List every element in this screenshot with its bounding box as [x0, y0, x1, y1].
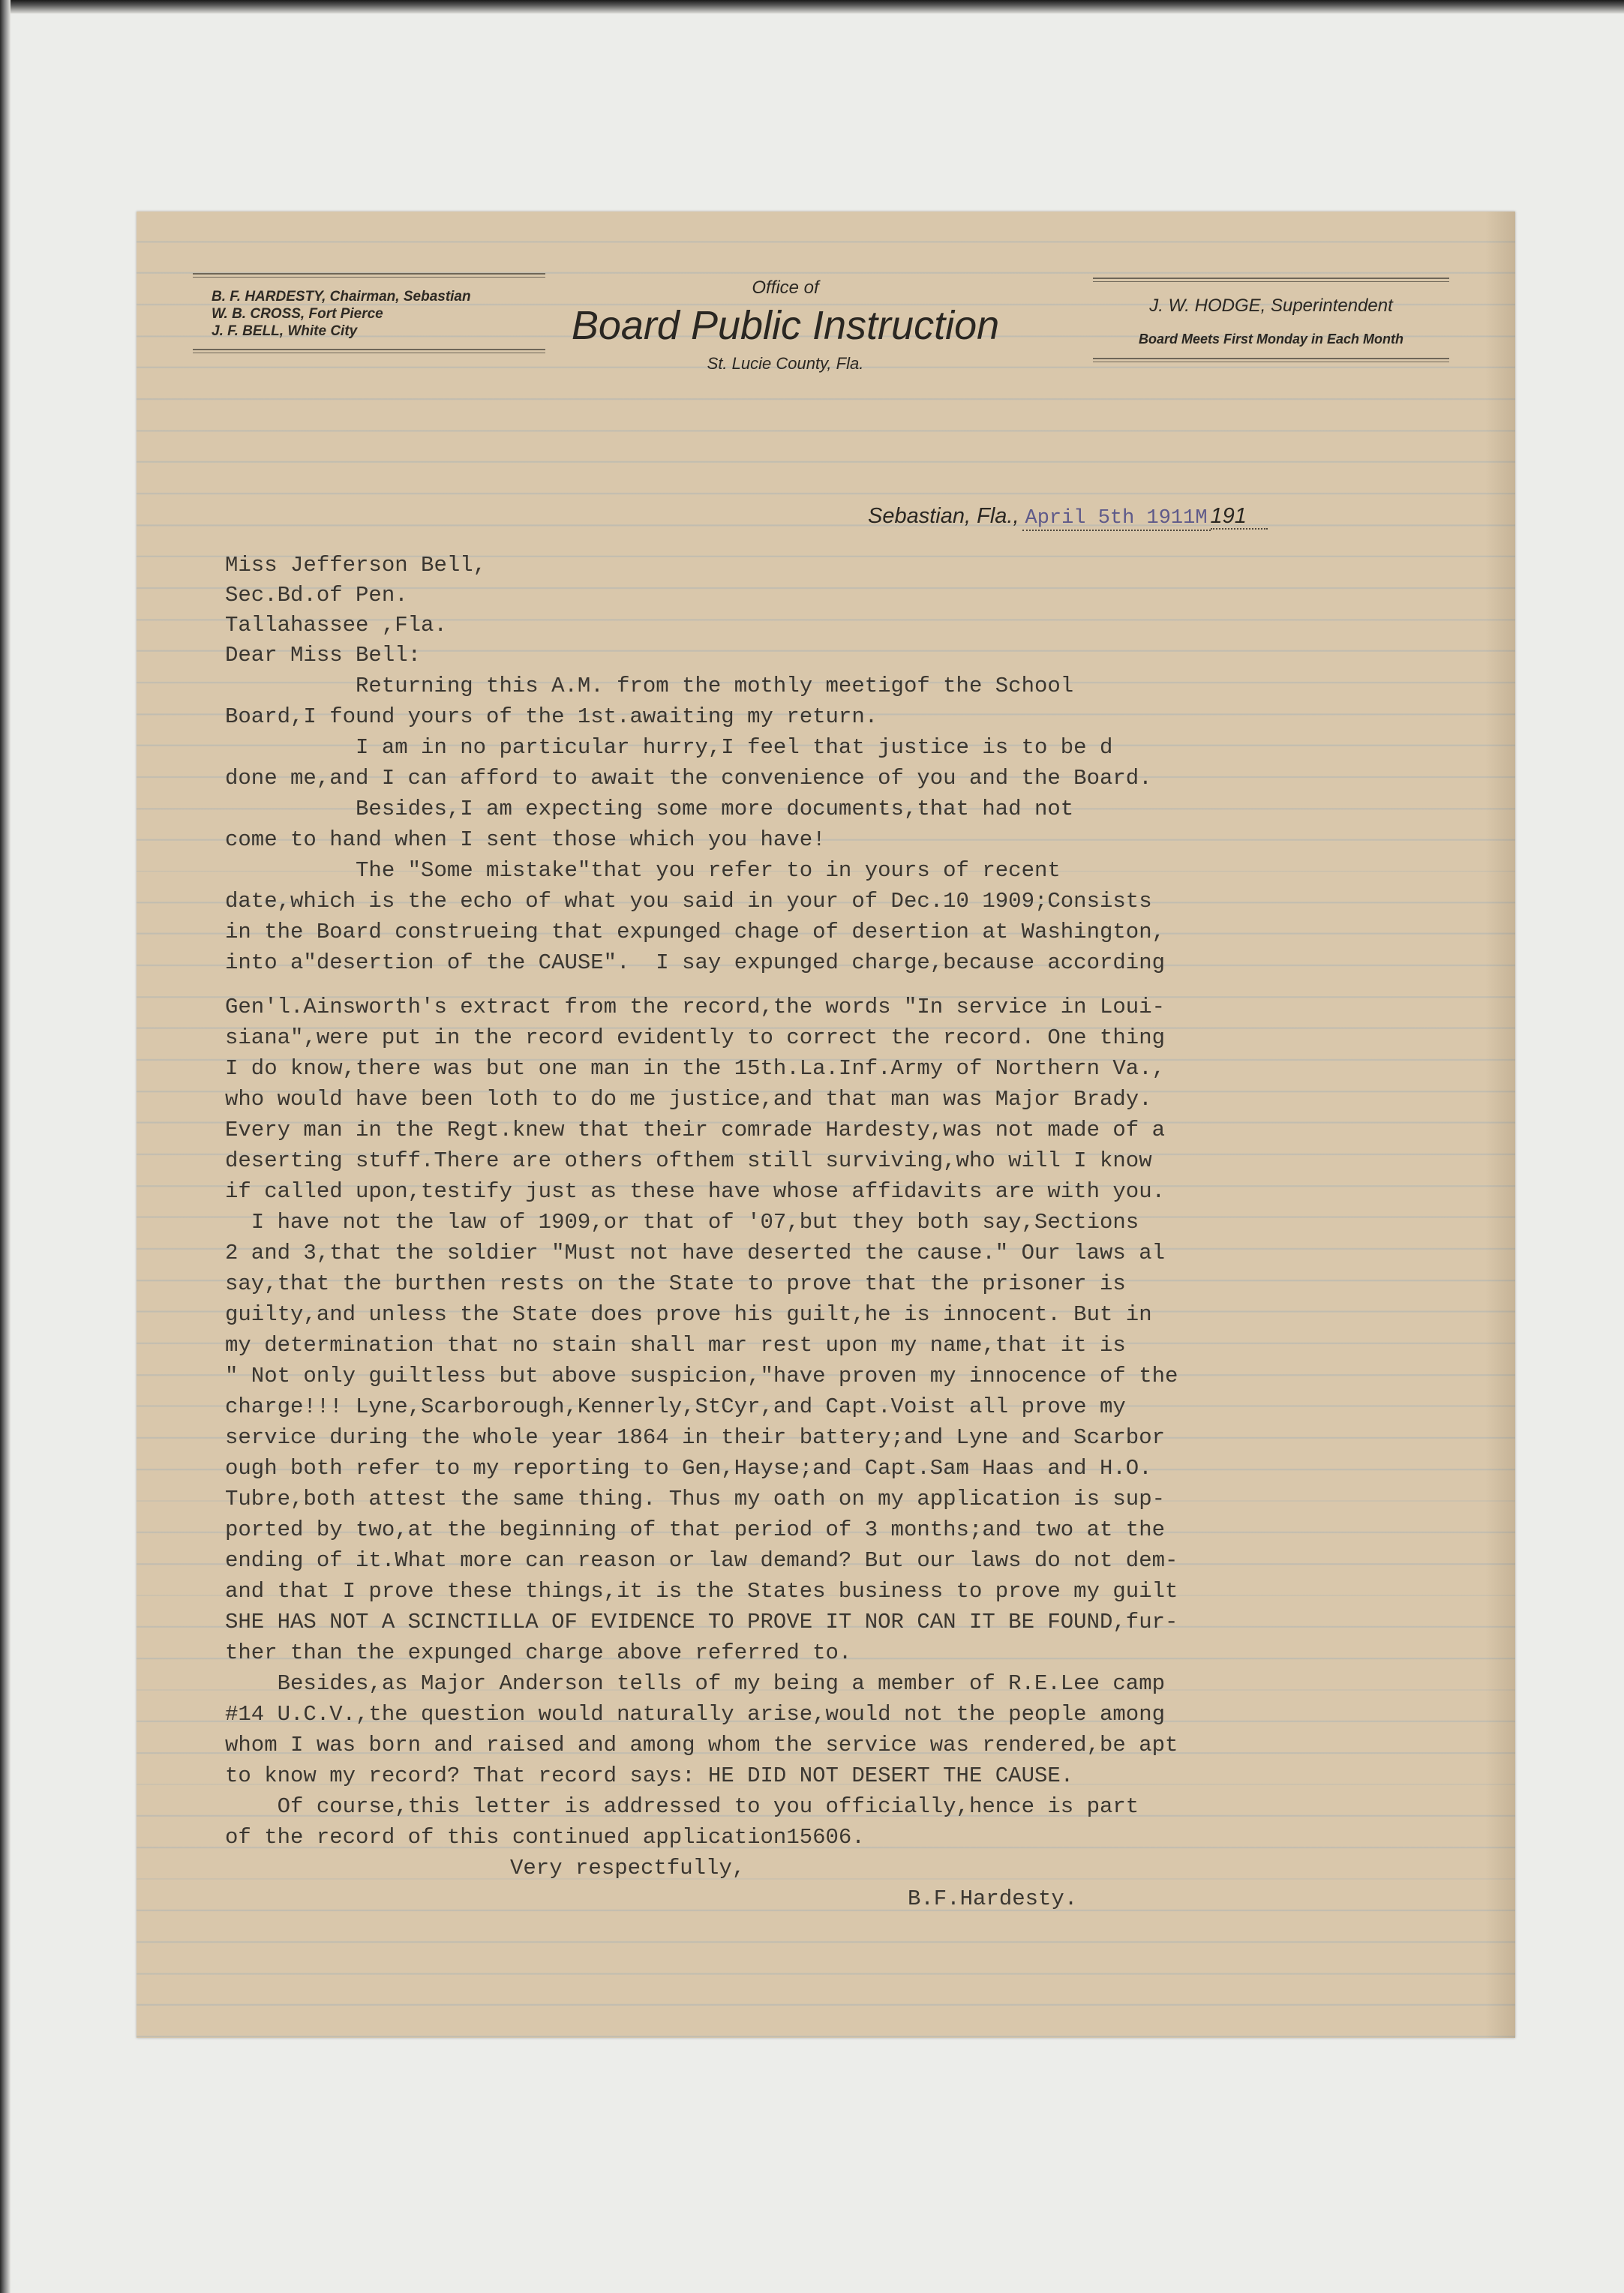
dateline-date: April 5th 1911M — [1022, 507, 1211, 531]
address-line: Tallahassee ,Fla. — [225, 613, 447, 638]
scan-edge-top — [0, 0, 1624, 14]
header-rule — [193, 349, 545, 353]
body-line: Tubre,both attest the same thing. Thus my oath on my application is sup- — [225, 1487, 1166, 1511]
office-of-label: Office of — [752, 278, 819, 298]
board-member: J. F. BELL, White City — [212, 323, 358, 339]
dateline-year-prefix: 191 — [1211, 504, 1268, 530]
meeting-note: Board Meets First Monday in Each Month — [1138, 332, 1404, 347]
salutation: Dear Miss Bell: — [225, 643, 422, 668]
body-line: if called upon,testify just as these have whose affidavits are with you. — [225, 1179, 1166, 1204]
body-line: in the Board construeing that expunged chage of desertion at Washington, — [225, 920, 1166, 944]
page-join-gap — [225, 978, 1493, 992]
body-line: Of course,this letter is addressed to you officially,hence is part — [225, 1794, 1139, 1819]
body-line: of the record of this continued application15606. — [225, 1825, 865, 1850]
body-line: I have not the law of 1909,or that of '07,but they both say,Sections — [225, 1210, 1139, 1235]
body-line: " Not only guiltless but above suspicion,"have proven my innocence of the — [225, 1364, 1178, 1388]
body-line: ther than the expunged charge above referred to. — [225, 1640, 852, 1665]
body-line: say,that the burthen rests on the State to prove that the prisoner is — [225, 1271, 1126, 1296]
signature: B.F.Hardesty. — [908, 1886, 1078, 1911]
letterhead-board-members — [193, 273, 545, 353]
body-line: I do know,there was but one man in the 15th.La.Inf.Army of Northern Va., — [225, 1056, 1166, 1081]
letterhead-superintendent — [1093, 278, 1449, 362]
header-rule — [1093, 358, 1449, 362]
body-line: ough both refer to my reporting to Gen,Hayse;and Capt.Sam Haas and H.O. — [225, 1456, 1152, 1481]
board-member-list — [193, 278, 545, 349]
letter-body — [225, 551, 1493, 1914]
body-line: to know my record? That record says: HE DID NOT DESERT THE CAUSE. — [225, 1763, 1074, 1788]
office-name: Board Public Instruction — [571, 303, 1000, 348]
letterhead-title-block — [568, 278, 1003, 374]
body-line: #14 U.C.V.,the question would naturally arise,would not the people among — [225, 1702, 1166, 1727]
body-line: Besides,as Major Anderson tells of my being a member of R.E.Lee camp — [225, 1671, 1166, 1696]
body-line: siana",were put in the record evidently to correct the record. One thing — [225, 1025, 1166, 1050]
body-line: Gen'l.Ainsworth's extract from the record,the words "In service in Loui- — [225, 995, 1166, 1019]
body-line: ending of it.What more can reason or law demand? But our laws do not dem- — [225, 1548, 1178, 1573]
board-member: B. F. HARDESTY, Chairman, Sebastian — [212, 289, 471, 305]
body-line: SHE HAS NOT A SCINCTILLA OF EVIDENCE TO PROVE IT NOR CAN IT BE FOUND,fur- — [225, 1610, 1178, 1634]
body-line: Board,I found yours of the 1st.awaiting my return. — [225, 704, 878, 729]
scan-edge-left — [0, 0, 11, 2293]
body-line: who would have been loth to do me justice,and that man was Major Brady. — [225, 1087, 1152, 1112]
board-member: W. B. CROSS, Fort Pierce — [212, 306, 383, 322]
address-line: Sec.Bd.of Pen. — [225, 583, 408, 608]
body-line: ported by two,at the beginning of that period of 3 months;and two at the — [225, 1517, 1166, 1542]
body-line: my determination that no stain shall mar rest upon my name,that it is — [225, 1333, 1126, 1358]
body-line: into a"desertion of the CAUSE". I say expunged charge,because according — [225, 950, 1166, 975]
body-line: The "Some mistake"that you refer to in yours of recent — [225, 858, 1061, 883]
dateline-place: Sebastian, Fla., — [868, 504, 1019, 528]
body-line: deserting stuff.There are others ofthem still surviving,who will I know — [225, 1148, 1152, 1173]
body-line: Every man in the Regt.knew that their comrade Hardesty,was not made of a — [225, 1118, 1166, 1142]
address-line: Miss Jefferson Bell, — [225, 553, 487, 578]
body-line: charge!!! Lyne,Scarborough,Kennerly,StCyr,and Capt.Voist all prove my — [225, 1394, 1126, 1419]
body-line: date,which is the echo of what you said in your of Dec.10 1909;Consists — [225, 889, 1152, 914]
letter-sheet — [137, 212, 1515, 2038]
body-line: Returning this A.M. from the mothly meetigof the School — [225, 674, 1074, 698]
body-line: come to hand when I sent those which you have! — [225, 827, 826, 852]
body-line: I am in no particular hurry,I feel that justice is to be d — [225, 735, 1113, 760]
closing: Very respectfully, — [510, 1856, 746, 1880]
body-line: and that I prove these things,it is the States business to prove my guilt — [225, 1579, 1178, 1604]
body-line: service during the whole year 1864 in their battery;and Lyne and Scarbor — [225, 1425, 1166, 1450]
body-line: 2 and 3,that the soldier "Must not have deserted the cause." Our laws al — [225, 1241, 1166, 1265]
county-label: St. Lucie County, Fla. — [707, 354, 864, 373]
body-line: whom I was born and raised and among whom the service was rendered,be apt — [225, 1733, 1178, 1757]
body-line: Besides,I am expecting some more documents,that had not — [225, 797, 1074, 821]
body-line: done me,and I can afford to await the convenience of you and the Board. — [225, 766, 1152, 791]
dateline — [868, 504, 1445, 530]
body-line: guilty,and unless the State does prove his guilt,he is innocent. But in — [225, 1302, 1152, 1327]
superintendent-name: J. W. HODGE, Superintendent — [1149, 296, 1393, 316]
